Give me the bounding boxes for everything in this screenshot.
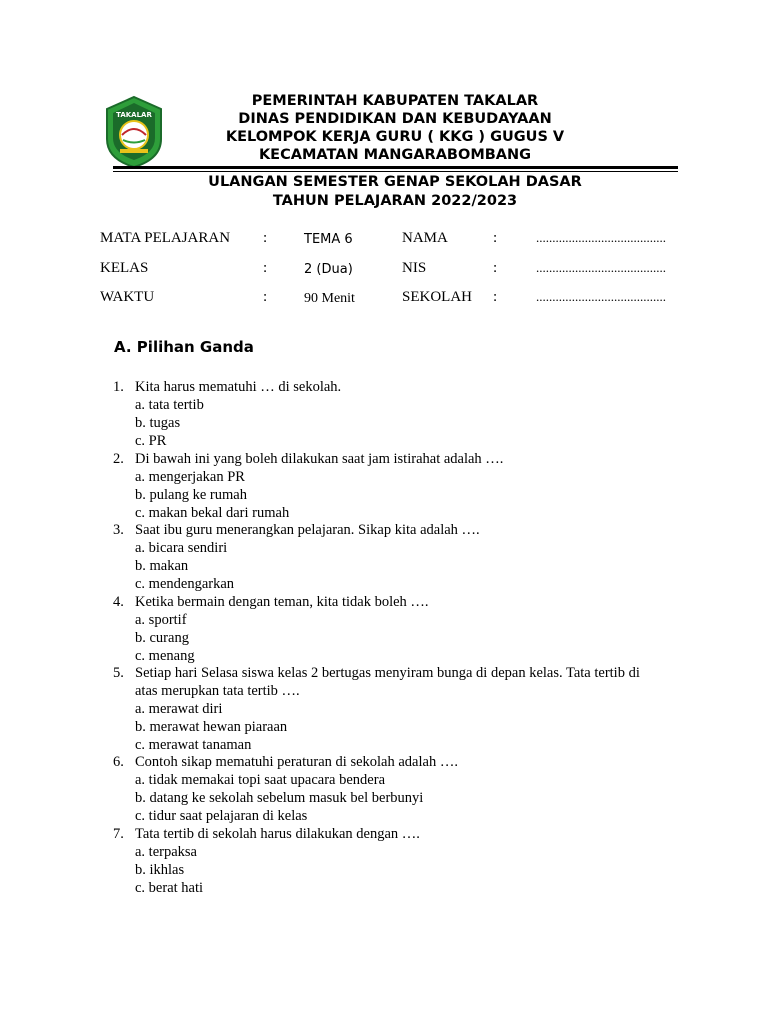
question-number: 7. xyxy=(113,826,124,842)
answer-option: c. mendengarkan xyxy=(135,576,235,592)
question-number: 1. xyxy=(113,379,124,395)
answer-option: a. sportif xyxy=(135,612,187,628)
section-heading-multiple-choice: A. Pilihan Ganda xyxy=(114,338,254,356)
info-value-name-blank: ........................................ xyxy=(536,230,666,245)
header-line-government: PEMERINTAH KABUPATEN TAKALAR xyxy=(251,93,539,109)
answer-option: c. tidur saat pelajaran di kelas xyxy=(135,808,308,824)
info-sep: : xyxy=(263,289,268,305)
question-text: Di bawah ini yang boleh dilakukan saat jam istirahat adalah …. xyxy=(135,451,504,467)
info-value-subject: TEMA 6 xyxy=(304,232,353,247)
info-label-name: NAMA xyxy=(402,230,448,246)
answer-option: a. merawat diri xyxy=(135,701,223,717)
school-year: TAHUN PELAJARAN 2022/2023 xyxy=(272,193,518,209)
answer-option: a. bicara sendiri xyxy=(135,540,228,556)
info-sep: : xyxy=(493,230,498,246)
answer-option: b. pulang ke rumah xyxy=(135,487,247,503)
info-label-school: SEKOLAH xyxy=(402,289,472,305)
info-label-class: KELAS xyxy=(100,260,149,276)
question-number: 5. xyxy=(113,665,124,681)
answer-option: c. PR xyxy=(135,433,167,449)
answer-option: b. ikhlas xyxy=(135,862,185,878)
question-item xyxy=(113,753,458,771)
takalar-emblem-logo xyxy=(103,95,165,169)
header-line-department: DINAS PENDIDIKAN DAN KEBUDAYAAN xyxy=(238,111,552,127)
answer-option: a. terpaksa xyxy=(135,844,197,860)
question-item xyxy=(113,593,429,611)
info-value-class: 2 (Dua) xyxy=(304,262,353,277)
answer-option: a. mengerjakan PR xyxy=(135,469,245,485)
info-label-time: WAKTU xyxy=(100,289,155,305)
question-text: Setiap hari Selasa siswa kelas 2 bertugas menyiram bunga di depan kelas. Tata tertib di xyxy=(135,665,640,681)
info-label-nis: NIS xyxy=(402,260,427,276)
info-value-nis-blank: ........................................ xyxy=(536,260,666,275)
question-text: Saat ibu guru menerangkan pelajaran. Sikap kita adalah …. xyxy=(135,522,480,538)
answer-option: b. curang xyxy=(135,630,189,646)
exam-title: ULANGAN SEMESTER GENAP SEKOLAH DASAR xyxy=(208,174,582,190)
question-item xyxy=(113,825,420,843)
info-sep: : xyxy=(493,260,498,276)
question-number: 3. xyxy=(113,522,124,538)
header-divider-thin xyxy=(113,171,678,172)
header-divider-thick xyxy=(113,166,678,169)
question-item xyxy=(113,378,341,396)
question-text: Contoh sikap mematuhi peraturan di sekolah adalah …. xyxy=(135,754,458,770)
question-text: Tata tertib di sekolah harus dilakukan dengan …. xyxy=(135,826,420,842)
question-number: 4. xyxy=(113,594,124,610)
header-line-kkg: KELOMPOK KERJA GURU ( KKG ) GUGUS V xyxy=(225,129,565,145)
info-sep: : xyxy=(263,260,268,276)
question-item xyxy=(113,521,480,539)
answer-option: c. makan bekal dari rumah xyxy=(135,505,290,521)
logo-text: TAKALAR xyxy=(116,111,152,119)
header-line-district: KECAMATAN MANGARABOMBANG xyxy=(258,147,532,163)
question-number: 2. xyxy=(113,451,124,467)
answer-option: c. merawat tanaman xyxy=(135,737,252,753)
question-item xyxy=(113,450,503,468)
answer-option: b. makan xyxy=(135,558,189,574)
answer-option: b. merawat hewan piaraan xyxy=(135,719,288,735)
answer-option: a. tata tertib xyxy=(135,397,204,413)
answer-option: a. tidak memakai topi saat upacara bendera xyxy=(135,772,386,788)
question-text-continuation: atas merupkan tata tertib …. xyxy=(135,683,300,699)
answer-option: b. datang ke sekolah sebelum masuk bel berbunyi xyxy=(135,790,424,806)
info-value-school-blank: ........................................ xyxy=(536,289,666,304)
info-sep: : xyxy=(493,289,498,305)
question-item xyxy=(113,664,640,682)
question-text: Kita harus mematuhi … di sekolah. xyxy=(135,379,342,395)
info-value-time: 90 Menit xyxy=(304,291,355,306)
question-text: Ketika bermain dengan teman, kita tidak boleh …. xyxy=(135,594,429,610)
answer-option: c. berat hati xyxy=(135,880,204,896)
answer-option: b. tugas xyxy=(135,415,181,431)
question-number: 6. xyxy=(113,754,124,770)
info-sep: : xyxy=(263,230,268,246)
answer-option: c. menang xyxy=(135,648,195,664)
info-label-subject: MATA PELAJARAN xyxy=(100,230,231,246)
